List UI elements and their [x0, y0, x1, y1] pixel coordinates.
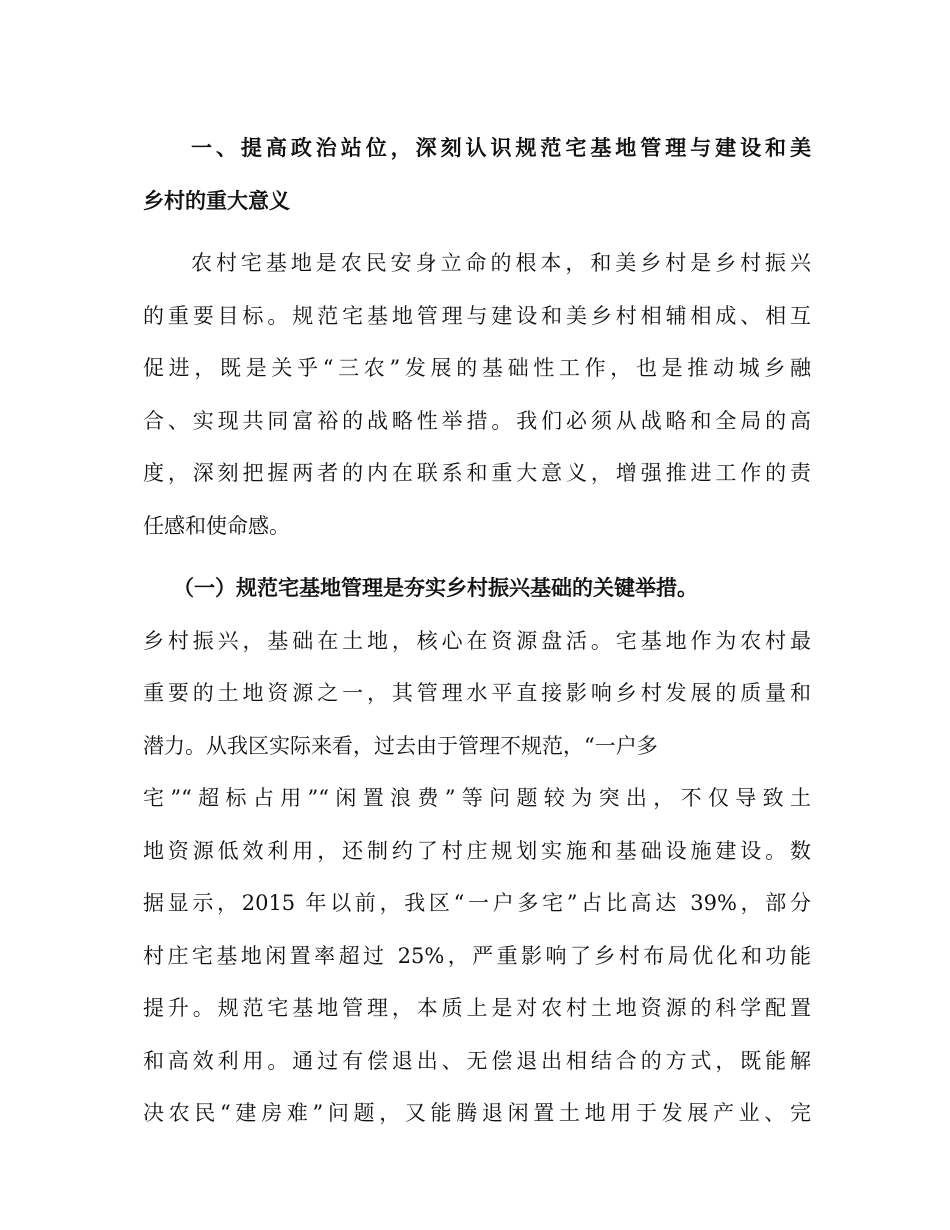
subsection-heading: （一）规范宅基地管理是夯实乡村振兴基础的关键举措。 — [173, 576, 698, 600]
paragraph-line: 潜力。从我区实际来看，过去由于管理不规范，“一户多 — [143, 733, 658, 758]
document-page — [143, 122, 811, 1140]
paragraph-line: 宅”“超标占用”“闲置浪费”等问题较为突出，不仅导致土 — [143, 786, 811, 810]
heading-line-2: 乡村的重大意义 — [143, 188, 290, 213]
paragraph-line: 决农民“建房难”问题，又能腾退闲置土地用于发展产业、完 — [143, 1101, 811, 1125]
paragraph-line: 重要的土地资源之一，其管理水平直接影响乡村发展的质量和 — [143, 681, 811, 705]
intro-paragraph — [143, 237, 811, 552]
paragraph-line: 任感和使命感。 — [143, 513, 290, 538]
paragraph-line: 合、实现共同富裕的战略性举措。我们必须从战略和全局的高 — [143, 408, 811, 433]
paragraph-line: 地资源低效利用，还制约了村庄规划实施和基础设施建设。数 — [143, 838, 811, 863]
section-heading — [143, 122, 811, 227]
paragraph-line: 促进，既是关乎“三农”发展的基础性工作，也是推动城乡融 — [143, 356, 811, 380]
paragraph-line: 村庄宅基地闲置率超过 25%，严重影响了乡村布局优化和功能 — [143, 943, 811, 968]
heading-line-1: 一、提高政治站位，深刻认识规范宅基地管理与建设和美 — [191, 136, 811, 160]
paragraph-line: 度，深刻把握两者的内在联系和重大意义，增强推进工作的责 — [143, 461, 811, 485]
paragraph-line: 的重要目标。规范宅基地管理与建设和美乡村相辅相成、相互 — [143, 303, 811, 328]
subsection — [143, 562, 811, 1140]
paragraph-line: 和高效利用。通过有偿退出、无偿退出相结合的方式，既能解 — [143, 1048, 811, 1073]
paragraph-line: 乡村振兴，基础在土地，核心在资源盘活。宅基地作为农村最 — [143, 628, 811, 653]
paragraph-line: 农村宅基地是农民安身立命的根本，和美乡村是乡村振兴 — [191, 251, 811, 275]
paragraph-line: 据显示，2015 年以前，我区“一户多宅”占比高达 39%，部分 — [143, 891, 811, 915]
paragraph-line: 提升。规范宅基地管理，本质上是对农村土地资源的科学配置 — [143, 996, 811, 1020]
